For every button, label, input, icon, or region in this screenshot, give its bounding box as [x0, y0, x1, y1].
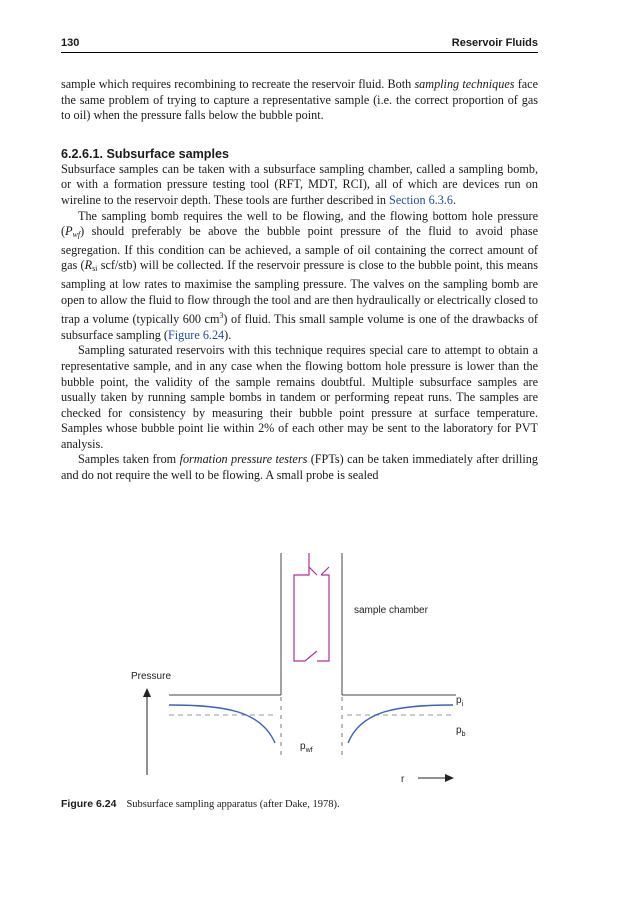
sample-chamber	[294, 553, 329, 661]
figure-6-24	[61, 545, 541, 810]
pwf-subscript: wf	[72, 230, 81, 240]
chamber-right-side	[317, 575, 329, 661]
para1-text: Subsurface samples can be taken with a subsurface sampling chamber, called a sampling bomb, or with a formation pressure testing tool (RFT, MDT, RCI), all of which are devices run on wireline to the reservoir depth. These tools are further described in	[61, 161, 538, 207]
wellbore-outline	[169, 553, 456, 695]
intro-paragraph	[61, 77, 538, 124]
page-content	[61, 37, 538, 484]
pb-subscript: b	[461, 731, 466, 738]
pwf-main: p	[300, 741, 306, 752]
chamber-lower-valve	[305, 651, 317, 661]
pb-main: p	[456, 725, 462, 736]
pwf-label-subscript: wf	[305, 747, 313, 754]
pb-label	[456, 725, 466, 738]
running-header	[61, 37, 538, 49]
chamber-upper-valve	[309, 567, 317, 575]
rsi-subscript: si	[92, 264, 98, 274]
r-axis-arrowhead	[445, 774, 454, 782]
para2-text-1: The sampling bomb requires the well to be flowing, and the flowing bottom hole pressure (	[61, 208, 538, 239]
pressure-curve-left	[169, 705, 275, 743]
pwf-label	[300, 741, 313, 754]
rsi-symbol: R	[84, 258, 93, 273]
para4-text-1: Samples taken from	[78, 452, 180, 467]
pressure-curve-right	[348, 705, 453, 743]
para2-text-5: ).	[224, 327, 232, 342]
intro-italic: sampling techniques	[414, 77, 515, 91]
chamber-upper-valve-2	[321, 567, 329, 575]
para1-end: .	[453, 192, 457, 207]
figure-link[interactable]: Figure 6.24	[167, 327, 225, 342]
pressure-axis-label: Pressure	[131, 671, 172, 682]
intro-text: sample which requires recombining to recreate the reservoir fluid. Both	[61, 77, 415, 91]
para2-text-2: ) should preferably be above the bubble point pressure of the fluid to avoid phase segregation. If this condition can be achieved, a sample of oil containing the correct amount of gas (	[61, 224, 538, 273]
figure-caption	[61, 798, 340, 810]
pi-label	[456, 695, 464, 708]
section-heading: 6.2.6.1. Subsurface samples	[61, 146, 230, 161]
intro-text-end: face the same problem of trying to capture a representative sample (i.e. the correct proportion of gas to oil) when the pressure falls below the bubble point.	[61, 77, 538, 123]
para4-text-2: (FPTs) can be taken immediately after drilling and do not require the well to be flowing. A small probe is sealed	[61, 452, 538, 483]
para4-italic: formation pressure testers	[179, 452, 308, 467]
paragraph-2	[61, 209, 538, 344]
pi-subscript: i	[461, 701, 464, 708]
cm3-superscript: 3	[219, 311, 224, 321]
page-number: 130	[61, 37, 80, 49]
r-axis-label: r	[401, 774, 405, 785]
paragraph-4	[61, 452, 538, 483]
figure-number: Figure 6.24	[61, 798, 117, 810]
section-link[interactable]: Section 6.3.6	[389, 192, 454, 207]
pressure-profile	[169, 705, 453, 743]
header-rule	[61, 52, 538, 53]
para2-text-4: ) of fluid. This small sample volume is one of the drawbacks of subsurface sampling (	[61, 312, 538, 342]
sampling-apparatus-diagram	[61, 545, 541, 795]
sample-chamber-label: sample chamber	[354, 605, 428, 616]
pi-main: p	[456, 695, 462, 706]
paragraph-1	[61, 162, 538, 209]
pwf-symbol: P	[65, 224, 73, 239]
paragraph-3: Sampling saturated reservoirs with this technique requires special care to attempt to obtain a representative sample, and in any case when the flowing bottom hole pressure is lower than the bubble point, the validity of the sample remains doubtful. Multiple subsurface samples are usually taken by running sample bombs in tandem or performing repeat runs. The samples are checked for consistency by measuring their bubble point pressure at surface temperature. Samples whose bubble point lie within 2% of each other may be sent to the laboratory for PVT analysis.	[61, 343, 538, 451]
figure-caption-text: Subsurface sampling apparatus (after Dake, 1978).	[126, 799, 340, 810]
running-title: Reservoir Fluids	[451, 37, 538, 49]
para2-text-3: scf/stb) will be collected. If the reservoir pressure is close to the bubble point, this means sampling at low rates to maximise the sampling pressure. The valves on the sampling bomb are open to allow the fluid to flow through the tool and are then hydraulically or electrically closed to trap a volume (typically 600 cm	[61, 258, 538, 327]
chamber-left-side	[294, 553, 309, 661]
pressure-axis-arrow	[143, 688, 151, 697]
